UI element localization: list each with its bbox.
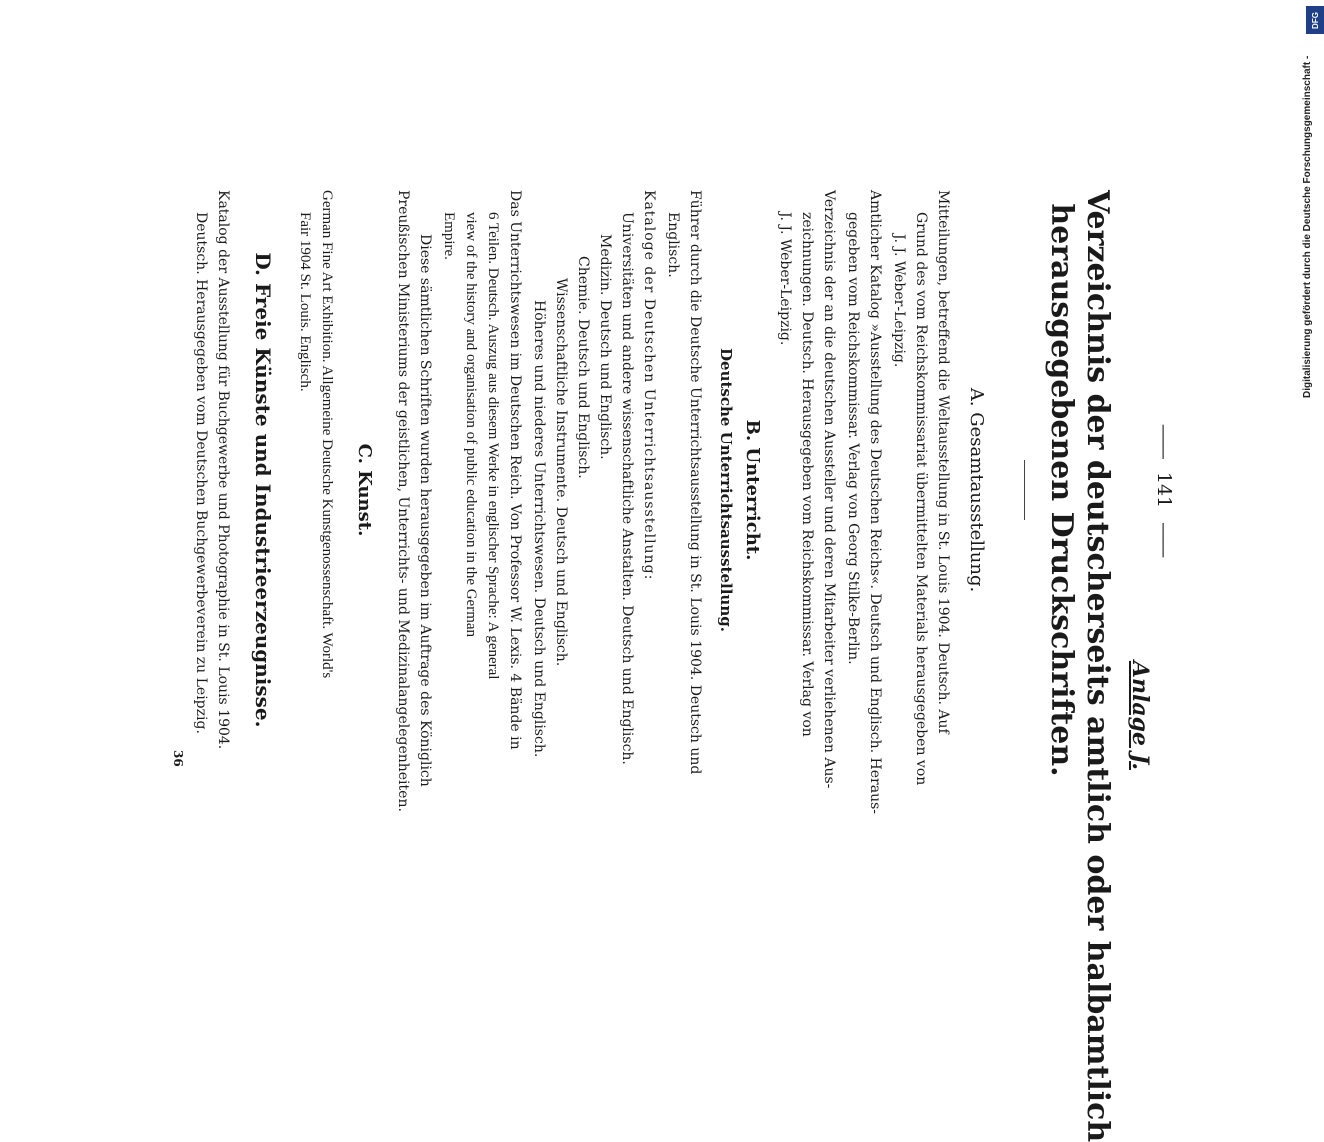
section-d-line: Katalog der Ausstellung für Buchgewerbe und Photographie in St. Louis 1904. bbox=[215, 190, 231, 750]
title-line-2: herausgegebenen Druckschriften. bbox=[1044, 203, 1079, 777]
section-a-line: Mitteilungen, betreffend die Weltausstellung in St. Louis 1904. Deutsch. Auf bbox=[935, 190, 951, 734]
section-c-line: Fair 1904 St. Louis. Englisch. bbox=[297, 212, 313, 392]
section-c-line: German Fine Art Exhibition. Allgemeine Deutsche Kunstgenossenschaft. World's bbox=[319, 190, 335, 679]
dfg-logo bbox=[1306, 6, 1324, 34]
section-a-line: zeichnungen. Deutsch. Herausgegeben vom Reichskommissar. Verlag von bbox=[799, 212, 815, 737]
section-b-line: Wissenschaftliche Instrumente. Deutsch und Englisch. bbox=[553, 278, 569, 667]
section-b-line: Führer durch die Deutsche Unterrichtsausstellung in St. Louis 1904. Deutsch und bbox=[687, 190, 703, 775]
section-b-line: Höheres und niederes Unterrichtswesen. Deutsch und Englisch. bbox=[531, 300, 547, 758]
credit-text: Digitalisierung gefördert durch die Deutsche Forschungsgemeinschaft - bbox=[1302, 55, 1313, 398]
section-a-line: Grund des vom Reichskommissariat übermittelten Materials herausgegeben von bbox=[913, 212, 929, 786]
section-b-line: Das Unterrichtswesen im Deutschen Reich. Von Professor W. Lexis. 4 Bände in bbox=[507, 190, 523, 750]
section-b-line: Universitäten und andere wissenschaftliche Anstalten. Deutsch und Englisch. bbox=[619, 212, 635, 765]
section-b-line: Preußischen Ministeriums der geistlichen, Unterrichts- und Medizinalangelegenheiten. bbox=[395, 190, 411, 812]
section-b-line: Diese sämtlichen Schriften wurden herausgegeben im Auftrage des Königlich bbox=[417, 234, 433, 787]
section-a-line: Amtlicher Katalog »Ausstellung des Deutschen Reichs«. Deutsch und Englisch. Heraus- bbox=[867, 190, 883, 815]
footer-number: 36 bbox=[171, 750, 185, 767]
appendix-label: Anlage J. bbox=[1127, 660, 1153, 770]
section-b-subheading: Deutsche Unterrichtsausstellung. bbox=[717, 348, 735, 632]
section-d-line: Deutsch. Herausgegeben vom Deutschen Buchgewerbeverein zu Leipzig. bbox=[193, 212, 209, 734]
section-a-line: J. J. Weber-Leipzig. bbox=[777, 212, 793, 346]
section-b-line: Kataloge der Deutschen Unterrichtsausstellung: bbox=[641, 190, 657, 581]
section-b-line: Englisch. bbox=[665, 212, 681, 278]
section-a-line: gegeben vom Reichskommissar. Verlag von Georg Stilke-Berlin. bbox=[845, 212, 861, 665]
title-line-1: Verzeichnis der deutscherseits amtlich oder halbamtlich bbox=[1080, 190, 1115, 1142]
section-b-line: 6 Teilen. Deutsch. Auszug aus diesem Werke in englischer Sprache: A general bbox=[485, 212, 501, 680]
section-b-heading: B. Unterricht. bbox=[742, 419, 763, 561]
section-a-line: J. J. Weber-Leipzig. bbox=[891, 234, 907, 368]
section-b-line: Chemie. Deutsch und Englisch. bbox=[575, 256, 591, 479]
funding-credit bbox=[1300, 6, 1324, 406]
section-b-line: view of the history and organisation of public education in the German bbox=[463, 212, 479, 638]
section-c-heading: C. Kunst. bbox=[354, 443, 375, 537]
section-a-line: Verzeichnis der an die deutschen Aussteller und deren Mitarbeiter verliehenen Aus- bbox=[821, 190, 837, 789]
page-number: —— 141 —— bbox=[1153, 190, 1175, 790]
dfg-logo-text: DFG bbox=[1310, 11, 1320, 29]
title-divider bbox=[1024, 460, 1025, 520]
section-b-line: Empire. bbox=[441, 212, 457, 260]
section-b-line: Medizin. Deutsch und Englisch. bbox=[597, 234, 613, 460]
section-a-heading: A. Gesamtausstellung. bbox=[966, 387, 987, 593]
document-page bbox=[105, 190, 1175, 1142]
section-d-heading: D. Freie Künste und Industrieerzeugnisse. bbox=[251, 252, 275, 728]
